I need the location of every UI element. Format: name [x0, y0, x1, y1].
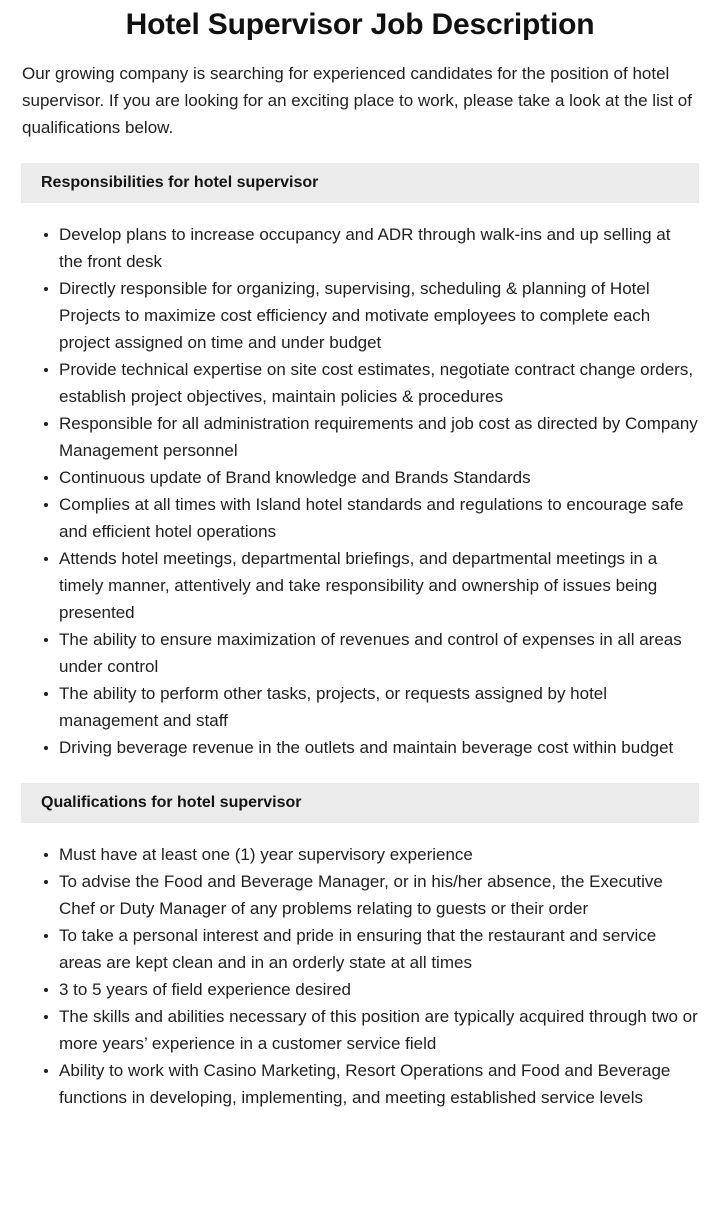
list-item: Directly responsible for organizing, supervising, scheduling & planning of Hotel Projects to maximize cost efficiency and motivate employees to complete each project assigned on time and under budget — [22, 275, 698, 356]
list-item: The ability to perform other tasks, projects, or requests assigned by hotel management and staff — [22, 680, 698, 734]
list-item: Responsible for all administration requirements and job cost as directed by Company Management personnel — [22, 410, 698, 464]
list-item: Complies at all times with Island hotel standards and regulations to encourage safe and efficient hotel operations — [22, 491, 698, 545]
list-item: Continuous update of Brand knowledge and Brands Standards — [22, 464, 698, 491]
section-qualifications — [0, 783, 720, 1111]
list-item: Provide technical expertise on site cost estimates, negotiate contract change orders, establish project objectives, maintain policies & procedures — [22, 356, 698, 410]
list-item: Develop plans to increase occupancy and ADR through walk-ins and up selling at the front desk — [22, 221, 698, 275]
page-title: Hotel Supervisor Job Description — [125, 8, 595, 41]
responsibilities-list — [0, 203, 720, 761]
qualifications-list — [0, 823, 720, 1111]
section-header-responsibilities — [21, 163, 699, 203]
list-item: Driving beverage revenue in the outlets and maintain beverage cost within budget — [22, 734, 698, 761]
section-heading-label: Qualifications for hotel supervisor — [41, 794, 302, 811]
section-header-qualifications — [21, 783, 699, 823]
list-item: To take a personal interest and pride in ensuring that the restaurant and service areas are kept clean and in an orderly state at all times — [22, 922, 698, 976]
list-item: 3 to 5 years of field experience desired — [22, 976, 698, 1003]
list-item: The ability to ensure maximization of revenues and control of expenses in all areas under control — [22, 626, 698, 680]
section-responsibilities — [0, 163, 720, 761]
list-item: Must have at least one (1) year supervisory experience — [22, 841, 698, 868]
intro-paragraph: Our growing company is searching for experienced candidates for the position of hotel supervisor. If you are looking for an exciting place to work, please take a look at the list of qualifications below. — [22, 64, 692, 137]
list-item: To advise the Food and Beverage Manager, or in his/her absence, the Executive Chef or Duty Manager of any problems relating to guests or their order — [22, 868, 698, 922]
list-item: Attends hotel meetings, departmental briefings, and departmental meetings in a timely manner, attentively and take responsibility and ownership of issues being presented — [22, 545, 698, 626]
list-item: The skills and abilities necessary of this position are typically acquired through two or more years’ experience in a customer service field — [22, 1003, 698, 1057]
list-item: Ability to work with Casino Marketing, Resort Operations and Food and Beverage functions in developing, implementing, and meeting established service levels — [22, 1057, 698, 1111]
section-heading-label: Responsibilities for hotel supervisor — [41, 174, 319, 191]
